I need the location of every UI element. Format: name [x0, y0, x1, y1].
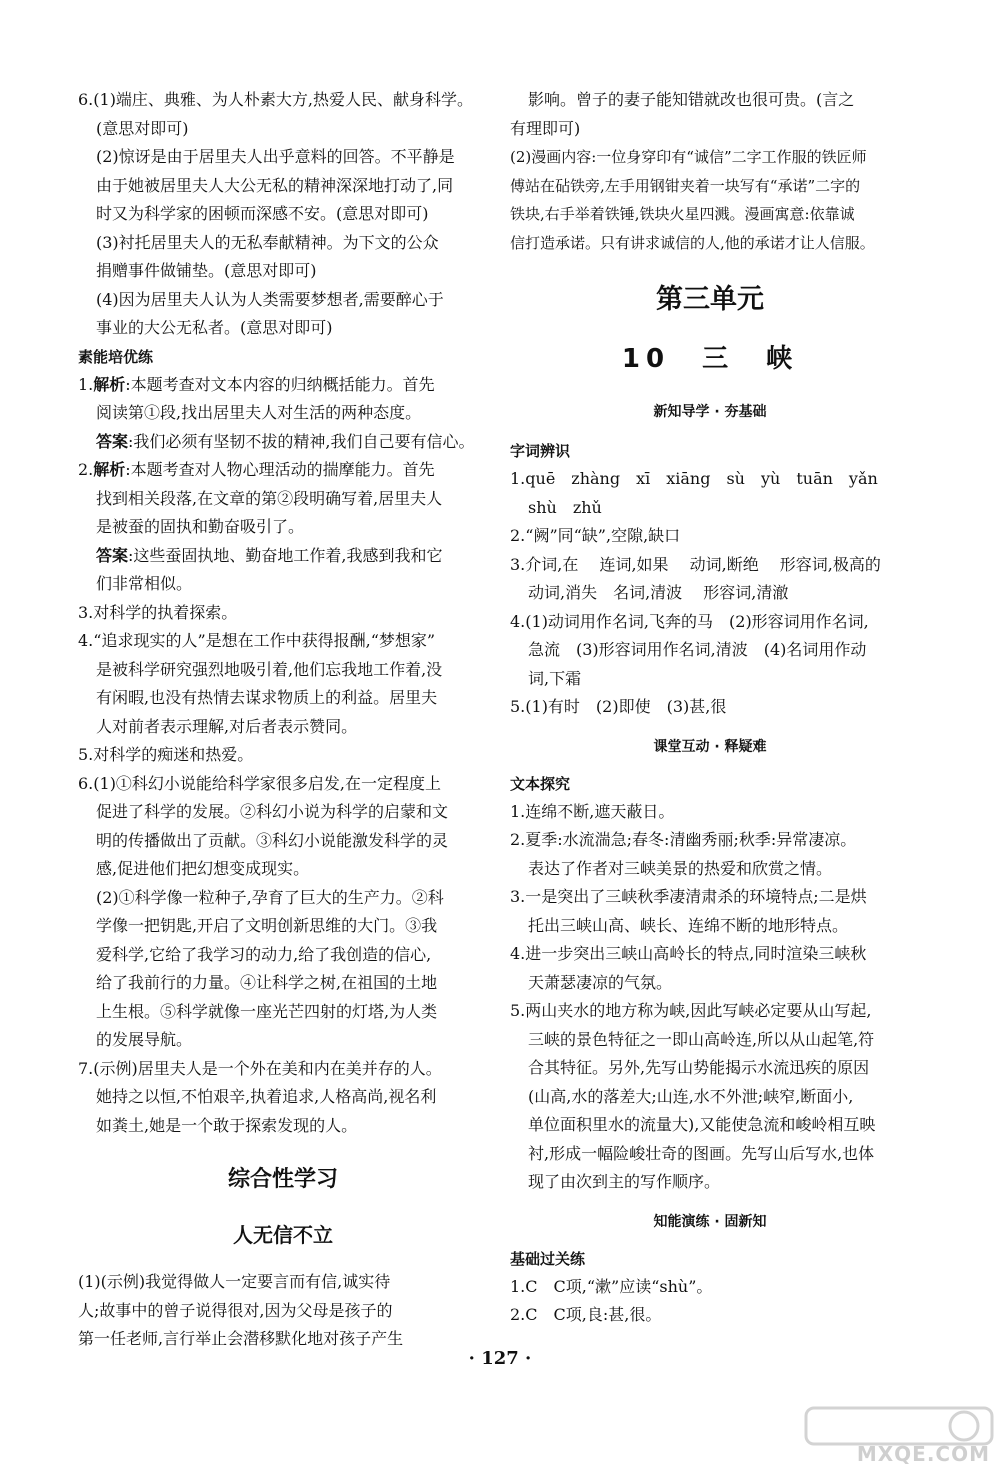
heading-jichu: 基础过关练: [510, 1249, 586, 1268]
wenben-2-line: 2.夏季:水流湍急;春冬:清幽秀丽;秋季:异常凄凉。: [510, 830, 857, 849]
zici-2: 2.“阙”同“缺”,空隙,缺口: [510, 526, 681, 545]
answer-6b-line: 感,促进他们把幻想变成现实。: [96, 859, 310, 878]
watermark-url: MXQE.COM: [856, 1442, 990, 1466]
answer-2-daan: 答案:这些蚕固执地、勤奋地工作着,我感到我和它: [96, 545, 443, 565]
lesson-title: 10 三 峡: [621, 344, 799, 374]
answer-2-line: 们非常相似。: [96, 574, 193, 593]
wenben-3-line: 3.一是突出了三峡秋季凄清肃杀的环境特点;二是烘: [510, 887, 867, 906]
answer-6-line: 6.(1)端庄、典雅、为人朴素大方,热爱人民、献身科学。: [78, 90, 474, 109]
page-number: · 127 ·: [468, 1348, 532, 1369]
answer-6-line: 事业的大公无私者。(意思对即可): [96, 318, 333, 337]
zici-5: 5.(1)有时 (2)即使 (3)甚,很: [510, 697, 727, 716]
wenben-1: 1.连绵不断,遮天蔽日。: [510, 801, 675, 821]
zonghe-line: (1)(示例)我觉得做人一定要言而有信,诚实待: [78, 1272, 391, 1291]
continuation-line: 影响。曾子的妻子能知错就改也很可贵。(言之: [528, 90, 855, 109]
answer-6-line: 捐赠事件做铺垫。(意思对即可): [96, 261, 317, 280]
continuation-line: 铁块,右手举着铁锤,铁块火星四溅。漫画寓意:依靠诚: [510, 205, 855, 223]
continuation-line: 傅站在砧铁旁,左手用钢钳夹着一块写有“承诺”二字的: [510, 176, 861, 195]
wenben-5-line: (山高,水的落差大;山连,水不外泄;峡窄,断面小,: [528, 1086, 854, 1106]
section-title-zonghe: 综合性学习: [227, 1167, 338, 1192]
heading-zici: 字词辨识: [510, 442, 571, 460]
pinyin-line: 1.quē zhàng xī xiāng sù yù tuān yǎn: [510, 469, 878, 488]
heading-wenben: 文本探究: [510, 774, 571, 793]
wenben-2-line: 表达了作者对三峡美景的热爱和欣赏之情。: [528, 858, 833, 878]
answer-4-line: 是被科学研究强烈地吸引着,他们忘我地工作着,没: [96, 659, 443, 679]
continuation-line: 信打造承诺。只有讲求诚信的人,他的承诺才让人信服。: [510, 233, 875, 252]
section-heading-suneng: 素能培优练: [78, 347, 154, 366]
zonghe-line: 第一任老师,言行举止会潜移默化地对孩子产生: [78, 1329, 404, 1348]
answer-2-jiexi: 2.解析:本题考查对人物心理活动的揣摩能力。首先: [78, 460, 435, 479]
answer-2-line: 找到相关段落,在文章的第②段明确写着,居里夫人: [96, 488, 443, 508]
answer-6b-line: 的发展导航。: [96, 1030, 193, 1049]
answer-6b-line: 6.(1)①科幻小说能给科学家很多启发,在一定程度上: [78, 773, 442, 793]
answer-6b-line: 促进了科学的发展。②科幻小说为科学的启蒙和文: [96, 802, 449, 821]
wenben-5-line: 单位面积里水的流量大),又能使急流和峻岭相互映: [528, 1115, 876, 1134]
wenben-5-line: 衬,形成一幅险峻壮奇的图画。先写山后写水,也体: [528, 1143, 875, 1163]
continuation-line: (2)漫画内容:一位身穿印有“诚信”二字工作服的铁匠师: [510, 148, 867, 166]
answer-6-line: (2)惊讶是由于居里夫人出乎意料的回答。不平静是: [96, 147, 455, 166]
answer-6b-line: 学像一把钥匙,开启了文明创新思维的大门。③我: [96, 916, 438, 935]
answer-6b-line: 上生根。⑤科学就像一座光芒四射的灯塔,为人类: [96, 1001, 438, 1021]
watermark: [804, 1404, 994, 1466]
answer-6-line: (4)因为居里夫人认为人类需要梦想者,需要醉心于: [96, 289, 444, 309]
answer-6b-line: 给了我前行的力量。④让科学之树,在祖国的土地: [96, 973, 438, 992]
answer-3: 3.对科学的执着探索。: [78, 602, 238, 622]
section-subtitle: 人无信不立: [233, 1223, 333, 1247]
subsection-heading: 新知导学 · 夯基础: [653, 404, 767, 420]
answer-4-line: 有闲暇,也没有热情去谋求物质上的利益。居里夫: [96, 688, 438, 707]
answer-6-line: 由于她被居里夫人大公无私的精神深深地打动了,同: [96, 175, 454, 195]
wenben-5-line: 5.两山夹水的地方称为峡,因此写峡必定要从山写起,: [510, 1001, 872, 1020]
wenben-4-line: 4.进一步突出三峡山高岭长的特点,同时渲染三峡秋: [510, 944, 867, 963]
answer-1-line: 阅读第①段,找出居里夫人对生活的两种态度。: [96, 403, 422, 422]
jichu-2: 2.C C项,良:甚,很。: [510, 1305, 662, 1324]
zici-4-line: 词,下霜: [528, 668, 582, 688]
answer-6b-line: (2)①科学像一粒种子,孕育了巨大的生产力。②科: [96, 887, 444, 907]
zonghe-line: 人;故事中的曾子说得很对,因为父母是孩子的: [78, 1300, 393, 1320]
jichu-1: 1.C C项,“漱”应读“shù”。: [510, 1276, 713, 1296]
answer-6-line: (意思对即可): [96, 118, 189, 138]
wenben-5-line: 现了由次到主的写作顺序。: [528, 1172, 721, 1191]
zici-3-line: 3.介词,在 连词,如果 动词,断绝 形容词,极高的: [510, 554, 881, 574]
zici-4-line: 4.(1)动词用作名词,飞奔的马 (2)形容词用作名词,: [510, 611, 869, 631]
answer-6-line: (3)衬托居里夫人的无私奉献精神。为下文的公众: [96, 232, 439, 252]
answer-5: 5.对科学的痴迷和热爱。: [78, 745, 254, 764]
continuation-line: 有理即可): [510, 118, 581, 138]
answer-4-line: 4.“追求现实的人”是想在工作中获得报酬,“梦想家”: [78, 631, 436, 650]
zici-4-line: 急流 (3)形容词用作名词,清波 (4)名词用作动: [528, 640, 867, 659]
unit-title: 第三单元: [656, 284, 764, 315]
answer-7-line: 如粪土,她是一个敢于探索发现的人。: [96, 1115, 358, 1135]
answer-6b-line: 明的传播做出了贡献。③科幻小说能激发科学的灵: [96, 830, 449, 850]
subsection-heading: 知能演练 · 固新知: [653, 1213, 767, 1230]
right-column: [510, 86, 910, 1330]
answer-4-line: 人对前者表示理解,对后者表示赞同。: [96, 716, 358, 736]
wenben-5-line: 合其特征。另外,先写山势能揭示水流迅疾的原因: [528, 1058, 870, 1077]
answer-6-line: 时又为科学家的困顿而深感不安。(意思对即可): [96, 204, 429, 223]
answer-2-line: 是被蚕的固执和勤奋吸引了。: [96, 517, 305, 536]
zici-3-line: 动词,消失 名词,清波 形容词,清澈: [528, 583, 789, 602]
wenben-4-line: 天萧瑟凄凉的气氛。: [528, 972, 673, 992]
answer-1-daan: 答案:我们必须有坚韧不拔的精神,我们自己要有信心。: [96, 431, 475, 451]
answer-1-jiexi: 1.解析:本题考查对文本内容的归纳概括能力。首先: [78, 374, 435, 394]
pinyin-line: shù zhǔ: [528, 497, 602, 517]
left-column: [78, 86, 488, 1354]
subsection-heading: 课堂互动 · 释疑难: [653, 738, 767, 755]
answer-6b-line: 爱科学,它给了我学习的动力,给了我创造的信心,: [96, 944, 432, 964]
answer-7-line: 7.(示例)居里夫人是一个外在美和内在美并存的人。: [78, 1058, 442, 1078]
wenben-3-line: 托出三峡山高、峡长、连绵不断的地形特点。: [528, 915, 849, 935]
answer-7-line: 她持之以恒,不怕艰辛,执着追求,人格高尚,视名利: [96, 1087, 437, 1106]
wenben-5-line: 三峡的景色特征之一即山高岭连,所以从山起笔,符: [528, 1029, 875, 1049]
